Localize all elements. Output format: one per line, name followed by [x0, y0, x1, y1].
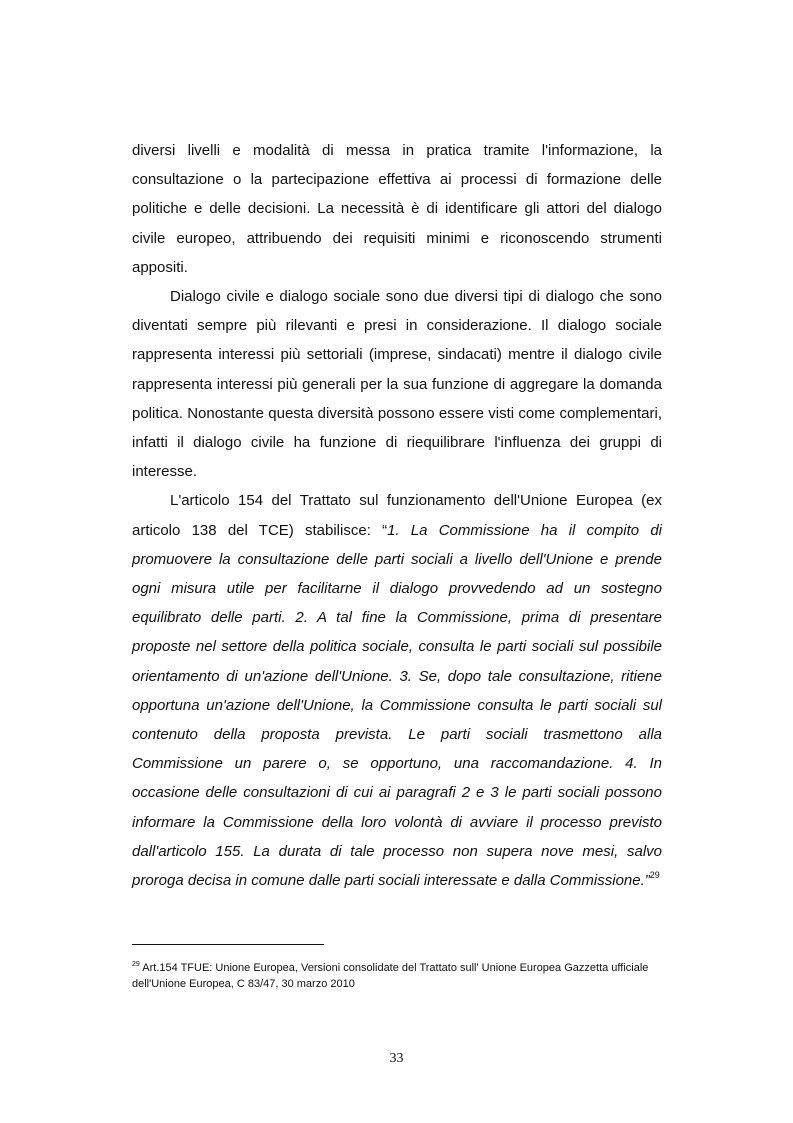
paragraph-2: Dialogo civile e dialogo sociale sono due diversi tipi di dialogo che sono diventati sempre più rilevanti e presi in considerazione. Il dialogo sociale rappresenta interessi più settoriali (imprese, sindacati) mentre il dialogo civile rappresenta interessi più generali per la sua funzione di aggregare la domanda politica. Nonostante questa diversità possono essere visti come complementari, infatti il dialogo civile ha funzione di riequilibrare l'influenza dei gruppi di interesse.: [132, 288, 662, 481]
footnote-text: Art.154 TFUE: Unione Europea, Versioni consolidate del Trattato sull' Unione Europea Gazzetta ufficiale dell'Unione Europea, C 83/47, 30 marzo 2010: [132, 962, 649, 990]
footnote-reference[interactable]: 29: [649, 870, 660, 881]
page-number: 33: [389, 1051, 404, 1066]
paragraph-1: diversi livelli e modalità di messa in pratica tramite l'informazione, la consultazione o la partecipazione effettiva ai processi di formazione delle politiche e delle decisioni. La necessità è di identificare gli attori del dialogo civile europeo, attribuendo dei requisiti minimi e riconoscendo strumenti appositi.: [132, 142, 662, 276]
footnote-separator: [132, 944, 324, 945]
footnote: [132, 961, 662, 992]
body-text: [132, 136, 662, 895]
paragraph-3-lead: L'articolo 154 del Trattato sul funzionamento dell'Unione Europea (ex articolo 138 del TCE) stabilisce: “: [132, 492, 662, 539]
paragraph-3: [132, 486, 662, 895]
footnote-number: 29: [132, 961, 140, 968]
article-154-quote: 1. La Commissione ha il compito di promuovere la consultazione delle parti sociali a livello dell'Unione e prende ogni misura utile per facilitarne il dialogo provvedendo ad un sostegno equilibrato delle parti. 2. A tal fine la Commissione, prima di presentare proposte nel settore della politica sociale, consulta le parti sociali sul possibile orientamento di un'azione dell'Unione. 3. Se, dopo tale consultazione, ritiene opportuna un'azione dell'Unione, la Commissione consulta le parti sociali sul contenuto della proposta prevista. Le parti sociali trasmettono alla Commissione un parere o, se opportuno, una raccomandazione. 4. In occasione delle consultazioni di cui ai paragrafi 2 e 3 le parti sociali possono informare la Commissione della loro volontà di avviare il processo previsto dall'articolo 155. La durata di tale processo non supera nove mesi, salvo proroga decisa in comune dalle parti sociali interessate e dalla Commissione.”: [132, 521, 662, 890]
